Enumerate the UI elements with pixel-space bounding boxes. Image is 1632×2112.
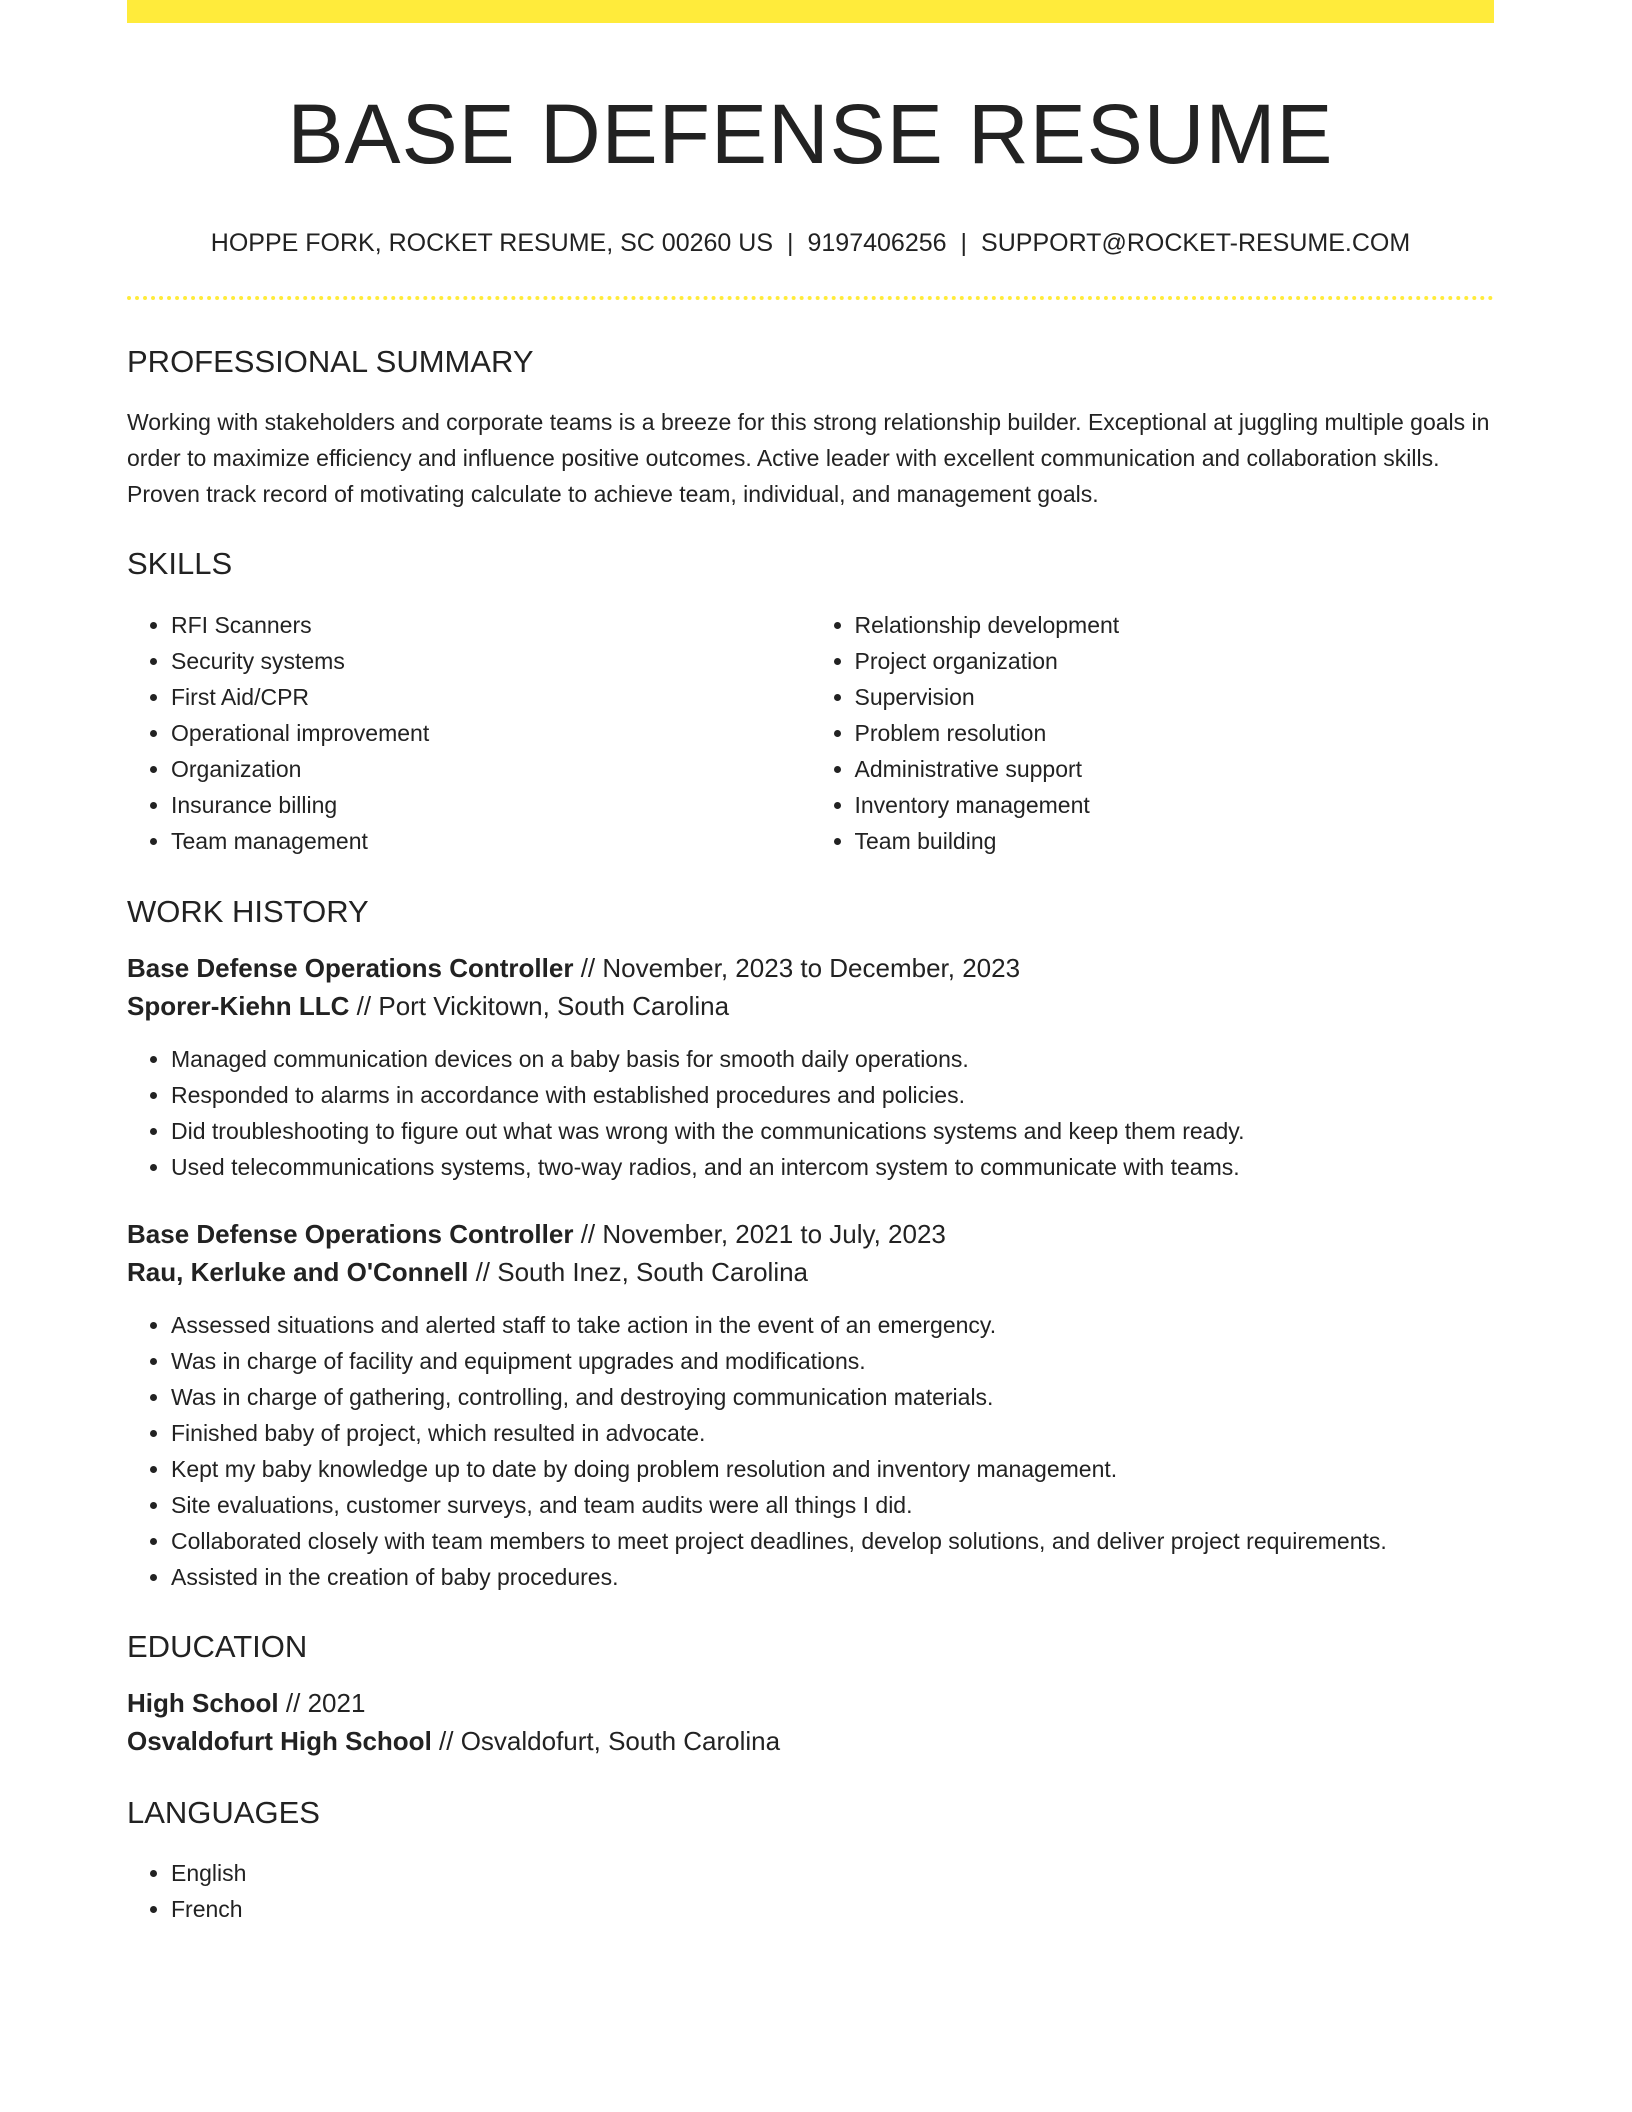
job-bullet: • Used telecommunications systems, two-way radios, and an intercom system to communicate with teams. [171, 1149, 1494, 1185]
job-title-line [127, 1215, 1494, 1253]
summary-text: Working with stakeholders and corporate teams is a breeze for this strong relationship builder. Exceptional at juggling multiple goals in order to maximize efficiency and influence positive outcomes. Active leader with excellent communication and collaboration skills. Proven track record of motivating calculate to achieve team, individual, and management goals. [127, 409, 1490, 508]
skills-column-right [811, 607, 1495, 859]
education-year: // 2021 [278, 1688, 366, 1719]
skill-item: • First Aid/CPR [171, 679, 811, 715]
job-title: Base Defense Operations Controller [127, 1218, 574, 1249]
language-item: • English [171, 1855, 1494, 1891]
skill-item: • Operational improvement [171, 715, 811, 751]
education-degree-line [127, 1684, 1494, 1722]
skill-item: • Project organization [855, 643, 1495, 679]
skill-item: • Insurance billing [171, 787, 811, 823]
skill-item: • Administrative support [855, 751, 1495, 787]
job-bullet: • Collaborated closely with team members to meet project deadlines, develop solutions, and deliver project requirements. [171, 1523, 1494, 1559]
job-company: Sporer-Kiehn LLC [127, 990, 350, 1021]
education-school-line [127, 1722, 1494, 1760]
skill-item: • Security systems [171, 643, 811, 679]
separator: | [960, 228, 968, 257]
skill-item: • Problem resolution [855, 715, 1495, 751]
skills-column-left [127, 607, 811, 859]
job-dates: // November, 2021 to July, 2023 [573, 1218, 946, 1249]
education-school: Osvaldofurt High School [127, 1726, 432, 1757]
job-company-line [127, 987, 1494, 1025]
job-bullets [127, 1307, 1494, 1595]
job-location: // South Inez, South Carolina [468, 1256, 809, 1287]
skill-item: • Inventory management [855, 787, 1495, 823]
languages-heading: LANGUAGES [127, 1795, 320, 1831]
job-location: // Port Vickitown, South Carolina [349, 990, 730, 1021]
education-heading: EDUCATION [127, 1628, 308, 1664]
job-bullet: • Kept my baby knowledge up to date by doing problem resolution and inventory management. [171, 1451, 1494, 1487]
skill-item: • Supervision [855, 679, 1495, 715]
job-bullet: • Did troubleshooting to figure out what was wrong with the communications systems and keep them ready. [171, 1113, 1494, 1149]
address: HOPPE FORK, ROCKET RESUME, SC 00260 US [210, 228, 773, 257]
job-bullet: • Was in charge of gathering, controlling, and destroying communication materials. [171, 1379, 1494, 1415]
job-title: Base Defense Operations Controller [127, 952, 574, 983]
job-bullet: • Was in charge of facility and equipment upgrades and modifications. [171, 1343, 1494, 1379]
languages-list [127, 1855, 1494, 1927]
job-bullets [127, 1041, 1494, 1185]
skills-list [127, 607, 1494, 859]
skill-item: • Relationship development [855, 607, 1495, 643]
education-location: // Osvaldofurt, South Carolina [431, 1726, 781, 1757]
job-bullet: • Site evaluations, customer surveys, and team audits were all things I did. [171, 1487, 1494, 1523]
job-bullet: • Finished baby of project, which resulted in advocate. [171, 1415, 1494, 1451]
skill-item: • Team management [171, 823, 811, 859]
skill-item: • Team building [855, 823, 1495, 859]
resume-page [127, 0, 1494, 1927]
job-bullet: • Assisted in the creation of baby procedures. [171, 1559, 1494, 1595]
email: SUPPORT@ROCKET-RESUME.COM [981, 228, 1411, 257]
job-bullet: • Managed communication devices on a baby basis for smooth daily operations. [171, 1041, 1494, 1077]
skills-heading: SKILLS [127, 546, 233, 582]
accent-top-bar [127, 0, 1494, 23]
job-dates: // November, 2023 to December, 2023 [573, 952, 1021, 983]
resume-title: BASE DEFENSE RESUME [287, 87, 1334, 181]
summary-heading: PROFESSIONAL SUMMARY [127, 344, 534, 380]
skill-item: • RFI Scanners [171, 607, 811, 643]
separator: | [787, 228, 794, 257]
skill-item: • Organization [171, 751, 811, 787]
job-title-line [127, 949, 1494, 987]
education-degree: High School [127, 1688, 279, 1719]
contact-line [127, 227, 1494, 260]
job-bullet: • Responded to alarms in accordance with established procedures and policies. [171, 1077, 1494, 1113]
job-company-line [127, 1253, 1494, 1291]
phone: 9197406256 [807, 228, 947, 257]
job-entry [127, 949, 1494, 1185]
language-item: • French [171, 1891, 1494, 1927]
job-bullet: • Assessed situations and alerted staff to take action in the event of an emergency. [171, 1307, 1494, 1343]
work-history-heading: WORK HISTORY [127, 893, 369, 929]
dotted-divider [127, 296, 1494, 300]
job-company: Rau, Kerluke and O'Connell [127, 1256, 469, 1287]
job-entry [127, 1215, 1494, 1595]
